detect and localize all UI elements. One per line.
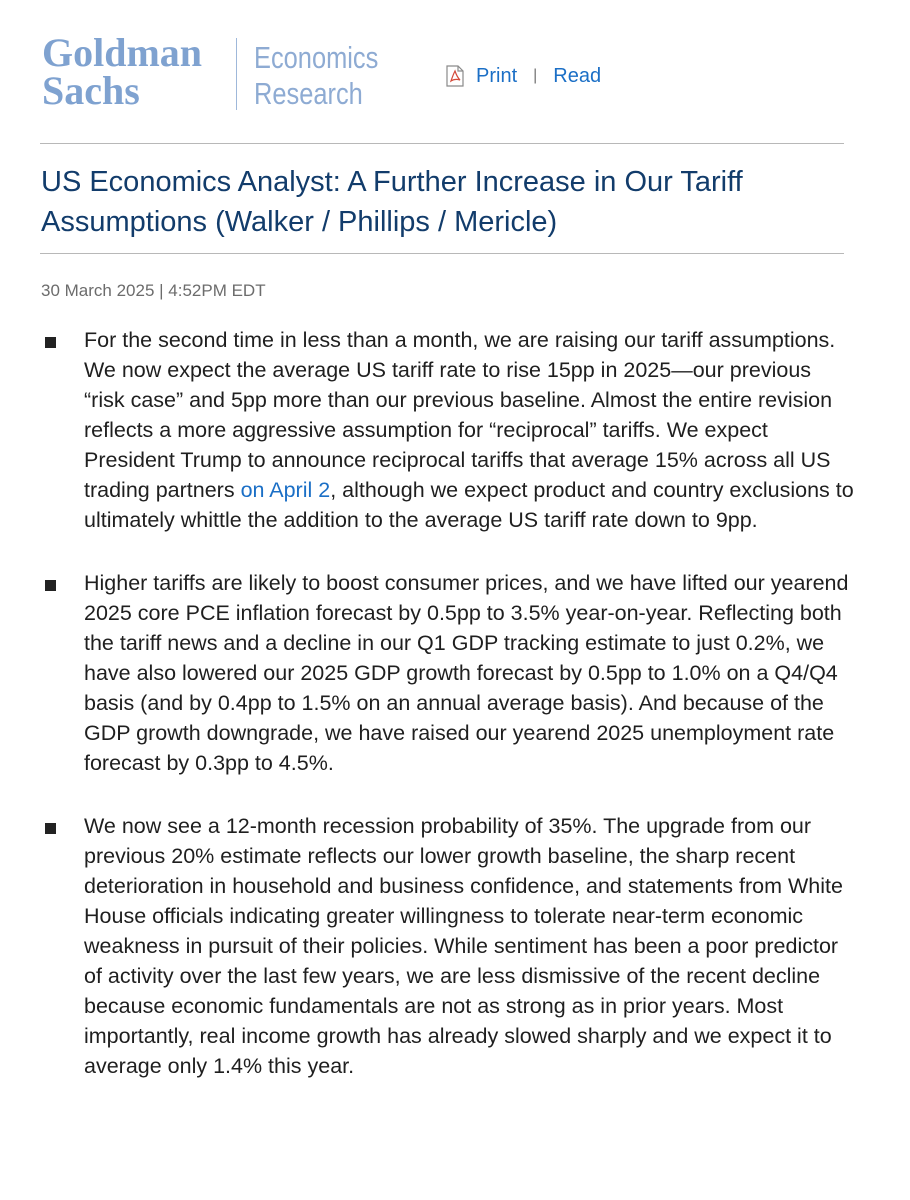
square-bullet-icon xyxy=(45,823,56,834)
goldman-sachs-logo xyxy=(42,30,203,113)
bullet-text: For the second time in less than a month, we are raising our tariff assumptions. We now expect the average US tariff rate to rise 15pp in 2025—our previous “risk case” and 5pp more than our previous baseline. Almost the entire revision reflects a more aggressive assumption for “reciprocal” tariffs. We expect President Trump to announce reciprocal tariffs that average 15% across all US trading partners xyxy=(84,328,836,502)
bullet-text: We now see a 12-month recession probability of 35%. The upgrade from our previous 20% estimate reflects our lower growth baseline, the sharp recent deterioration in household and business confidence, and statements from White House officials indicating greater willingness to tolerate near-term economic weakness in pursuit of their policies. While sentiment has been a poor predictor of activity over the last few years, we are less dismissive of the recent decline because economic fundamentals are not as strong as in prior years. Most importantly, real income growth has already slowed sharply and we expect it to average only 1.4% this year. xyxy=(84,814,843,1078)
logo-divider xyxy=(236,38,237,110)
action-separator: | xyxy=(533,67,538,84)
logo-line-2: Sachs xyxy=(42,68,140,113)
bullet-item-recession xyxy=(0,811,854,1081)
bullet-text: , although we expect product and country exclusions to ultimately whittle the addition to the average US tariff rate down to 9pp. xyxy=(84,478,854,532)
article-title: US Economics Analyst: A Further Increase in Our Tariff Assumptions (Walker / Phillips / Mericle) xyxy=(41,166,743,238)
title-divider xyxy=(40,253,844,254)
april-2-link[interactable]: on April 2 xyxy=(240,478,331,502)
print-link[interactable]: Print xyxy=(476,64,518,87)
summary-bullets xyxy=(0,325,910,1114)
article-dateline: 30 March 2025 | 4:52PM EDT xyxy=(41,281,266,300)
division-line-1: Economics xyxy=(254,40,379,75)
pdf-icon[interactable] xyxy=(446,65,464,87)
header-divider xyxy=(40,143,844,144)
square-bullet-icon xyxy=(45,580,56,591)
economics-research-label xyxy=(254,40,378,112)
bullet-text: Higher tariffs are likely to boost consumer prices, and we have lifted our yearend 2025 core PCE inflation forecast by 0.5pp to 3.5% year-on-year. Reflecting both the tariff news and a decline in our Q1 GDP tracking estimate to just 0.2%, we have also lowered our 2025 GDP growth forecast by 0.5pp to 1.0% on a Q4/Q4 basis (and by 0.4pp to 1.5% on an annual average basis). And because of the GDP growth downgrade, we have raised our yearend 2025 unemployment rate forecast by 0.3pp to 4.5%. xyxy=(84,571,849,775)
logo-line-1: Goldman xyxy=(42,30,203,75)
page-header xyxy=(0,0,910,140)
bullet-item-inflation-growth xyxy=(0,568,854,778)
read-link[interactable]: Read xyxy=(553,64,602,87)
square-bullet-icon xyxy=(45,337,56,348)
division-line-2: Research xyxy=(254,76,363,111)
bullet-item-tariffs xyxy=(0,325,854,535)
article-actions xyxy=(446,62,601,90)
